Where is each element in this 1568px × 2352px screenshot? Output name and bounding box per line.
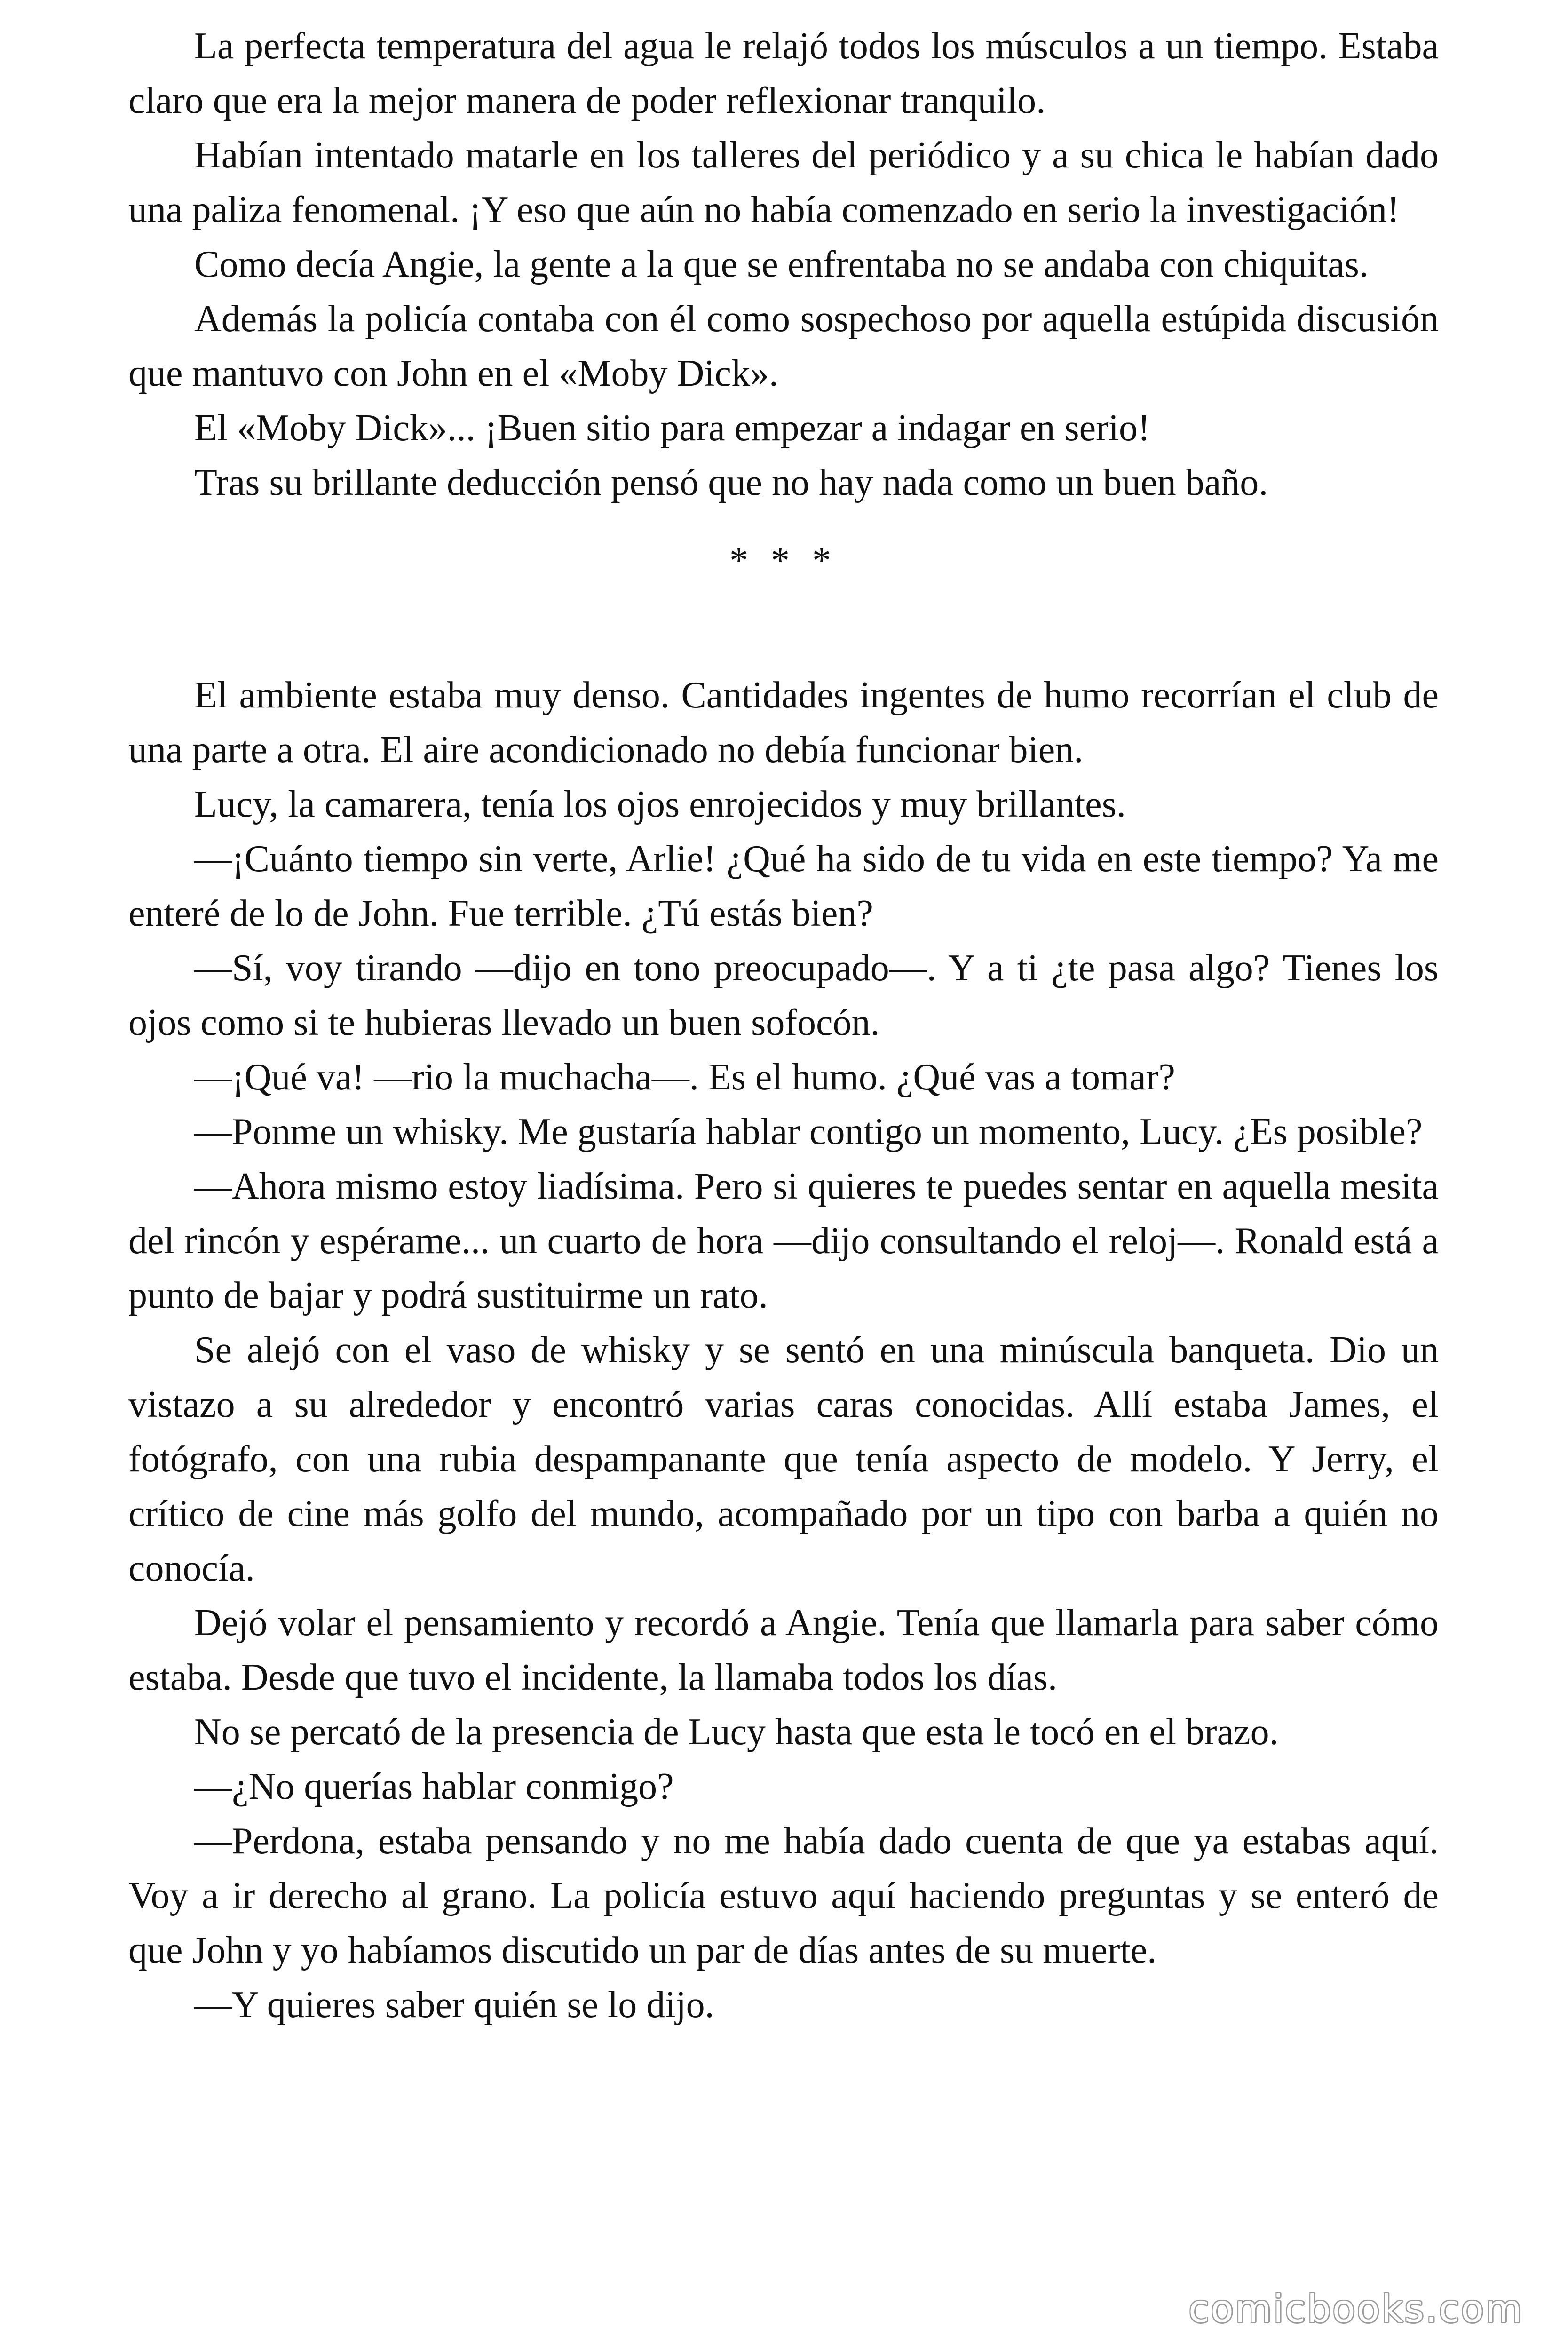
book-page [128,19,1439,2032]
paragraph: Se alejó con el vaso de whisky y se sentó en una minúscula banqueta. Dio un vistazo a su alrededor y encontró varias caras conocidas. Allí estaba James, el fotógrafo, con una rubia despampanante que tenía aspecto de modelo. Y Jerry, el crítico de cine más golfo del mundo, acompañado por un tipo con barba a quién no conocía. [128,1329,1439,1589]
dialogue-paragraph: —Sí, voy tirando —dijo en tono preocupado—. Y a ti ¿te pasa algo? Tienes los ojos como si te hubieras llevado un buen sofocón. [128,947,1439,1043]
paragraph: Además la policía contaba con él como sospechoso por aquella estúpida discusión que mantuvo con John en el «Moby Dick». [128,298,1439,394]
section-club [128,668,1439,2032]
paragraph: Dejó volar el pensamiento y recordó a Angie. Tenía que llamarla para saber cómo estaba. Desde que tuvo el incidente, la llamaba todos los días. [128,1602,1439,1698]
watermark: comicbooks.com [1188,2287,1523,2331]
section-bath [128,19,1439,510]
paragraph: Lucy, la camarera, tenía los ojos enrojecidos y muy brillantes. [194,784,1126,825]
dialogue-paragraph: —Perdona, estaba pensando y no me había dado cuenta de que ya estabas aquí. Voy a ir derecho al grano. La policía estuvo aquí haciendo preguntas y se enteró de que John y yo habíamos discutido un par de días antes de su muerte. [128,1820,1439,1971]
dialogue-paragraph: —Ponme un whisky. Me gustaría hablar contigo un momento, Lucy. ¿Es posible? [194,1111,1423,1152]
paragraph: No se percató de la presencia de Lucy hasta que esta le tocó en el brazo. [194,1711,1279,1753]
dialogue-paragraph: —¿No querías hablar conmigo? [194,1766,674,1807]
section-separator: * * * [729,540,838,581]
paragraph: El ambiente estaba muy denso. Cantidades ingentes de humo recorrían el club de una parte a otra. El aire acondicionado no debía funcionar bien. [128,675,1439,771]
dialogue-paragraph: —Ahora mismo estoy liadísima. Pero si quieres te puedes sentar en aquella mesita del rincón y espérame... un cuarto de hora —dijo consultando el reloj—. Ronald está a punto de bajar y podrá sustituirme un rato. [128,1166,1439,1316]
paragraph: Tras su brillante deducción pensó que no hay nada como un buen baño. [194,462,1268,503]
paragraph: Habían intentado matarle en los talleres del periódico y a su chica le habían dado una paliza fenomenal. ¡Y eso que aún no había comenzado en serio la investigación! [128,135,1439,230]
dialogue-paragraph: —¡Cuánto tiempo sin verte, Arlie! ¿Qué ha sido de tu vida en este tiempo? Ya me enteré de lo de John. Fue terrible. ¿Tú estás bien? [128,838,1439,934]
paragraph: Como decía Angie, la gente a la que se enfrentaba no se andaba con chiquitas. [194,244,1369,285]
paragraph: La perfecta temperatura del agua le relajó todos los músculos a un tiempo. Estaba claro que era la mejor manera de poder reflexionar tranquilo. [128,25,1439,121]
dialogue-paragraph: —¡Qué va! —rio la muchacha—. Es el humo. ¿Qué vas a tomar? [194,1057,1175,1098]
paragraph: El «Moby Dick»... ¡Buen sitio para empezar a indagar en serio! [194,407,1150,449]
dialogue-paragraph: —Y quieres saber quién se lo dijo. [194,1984,714,2026]
